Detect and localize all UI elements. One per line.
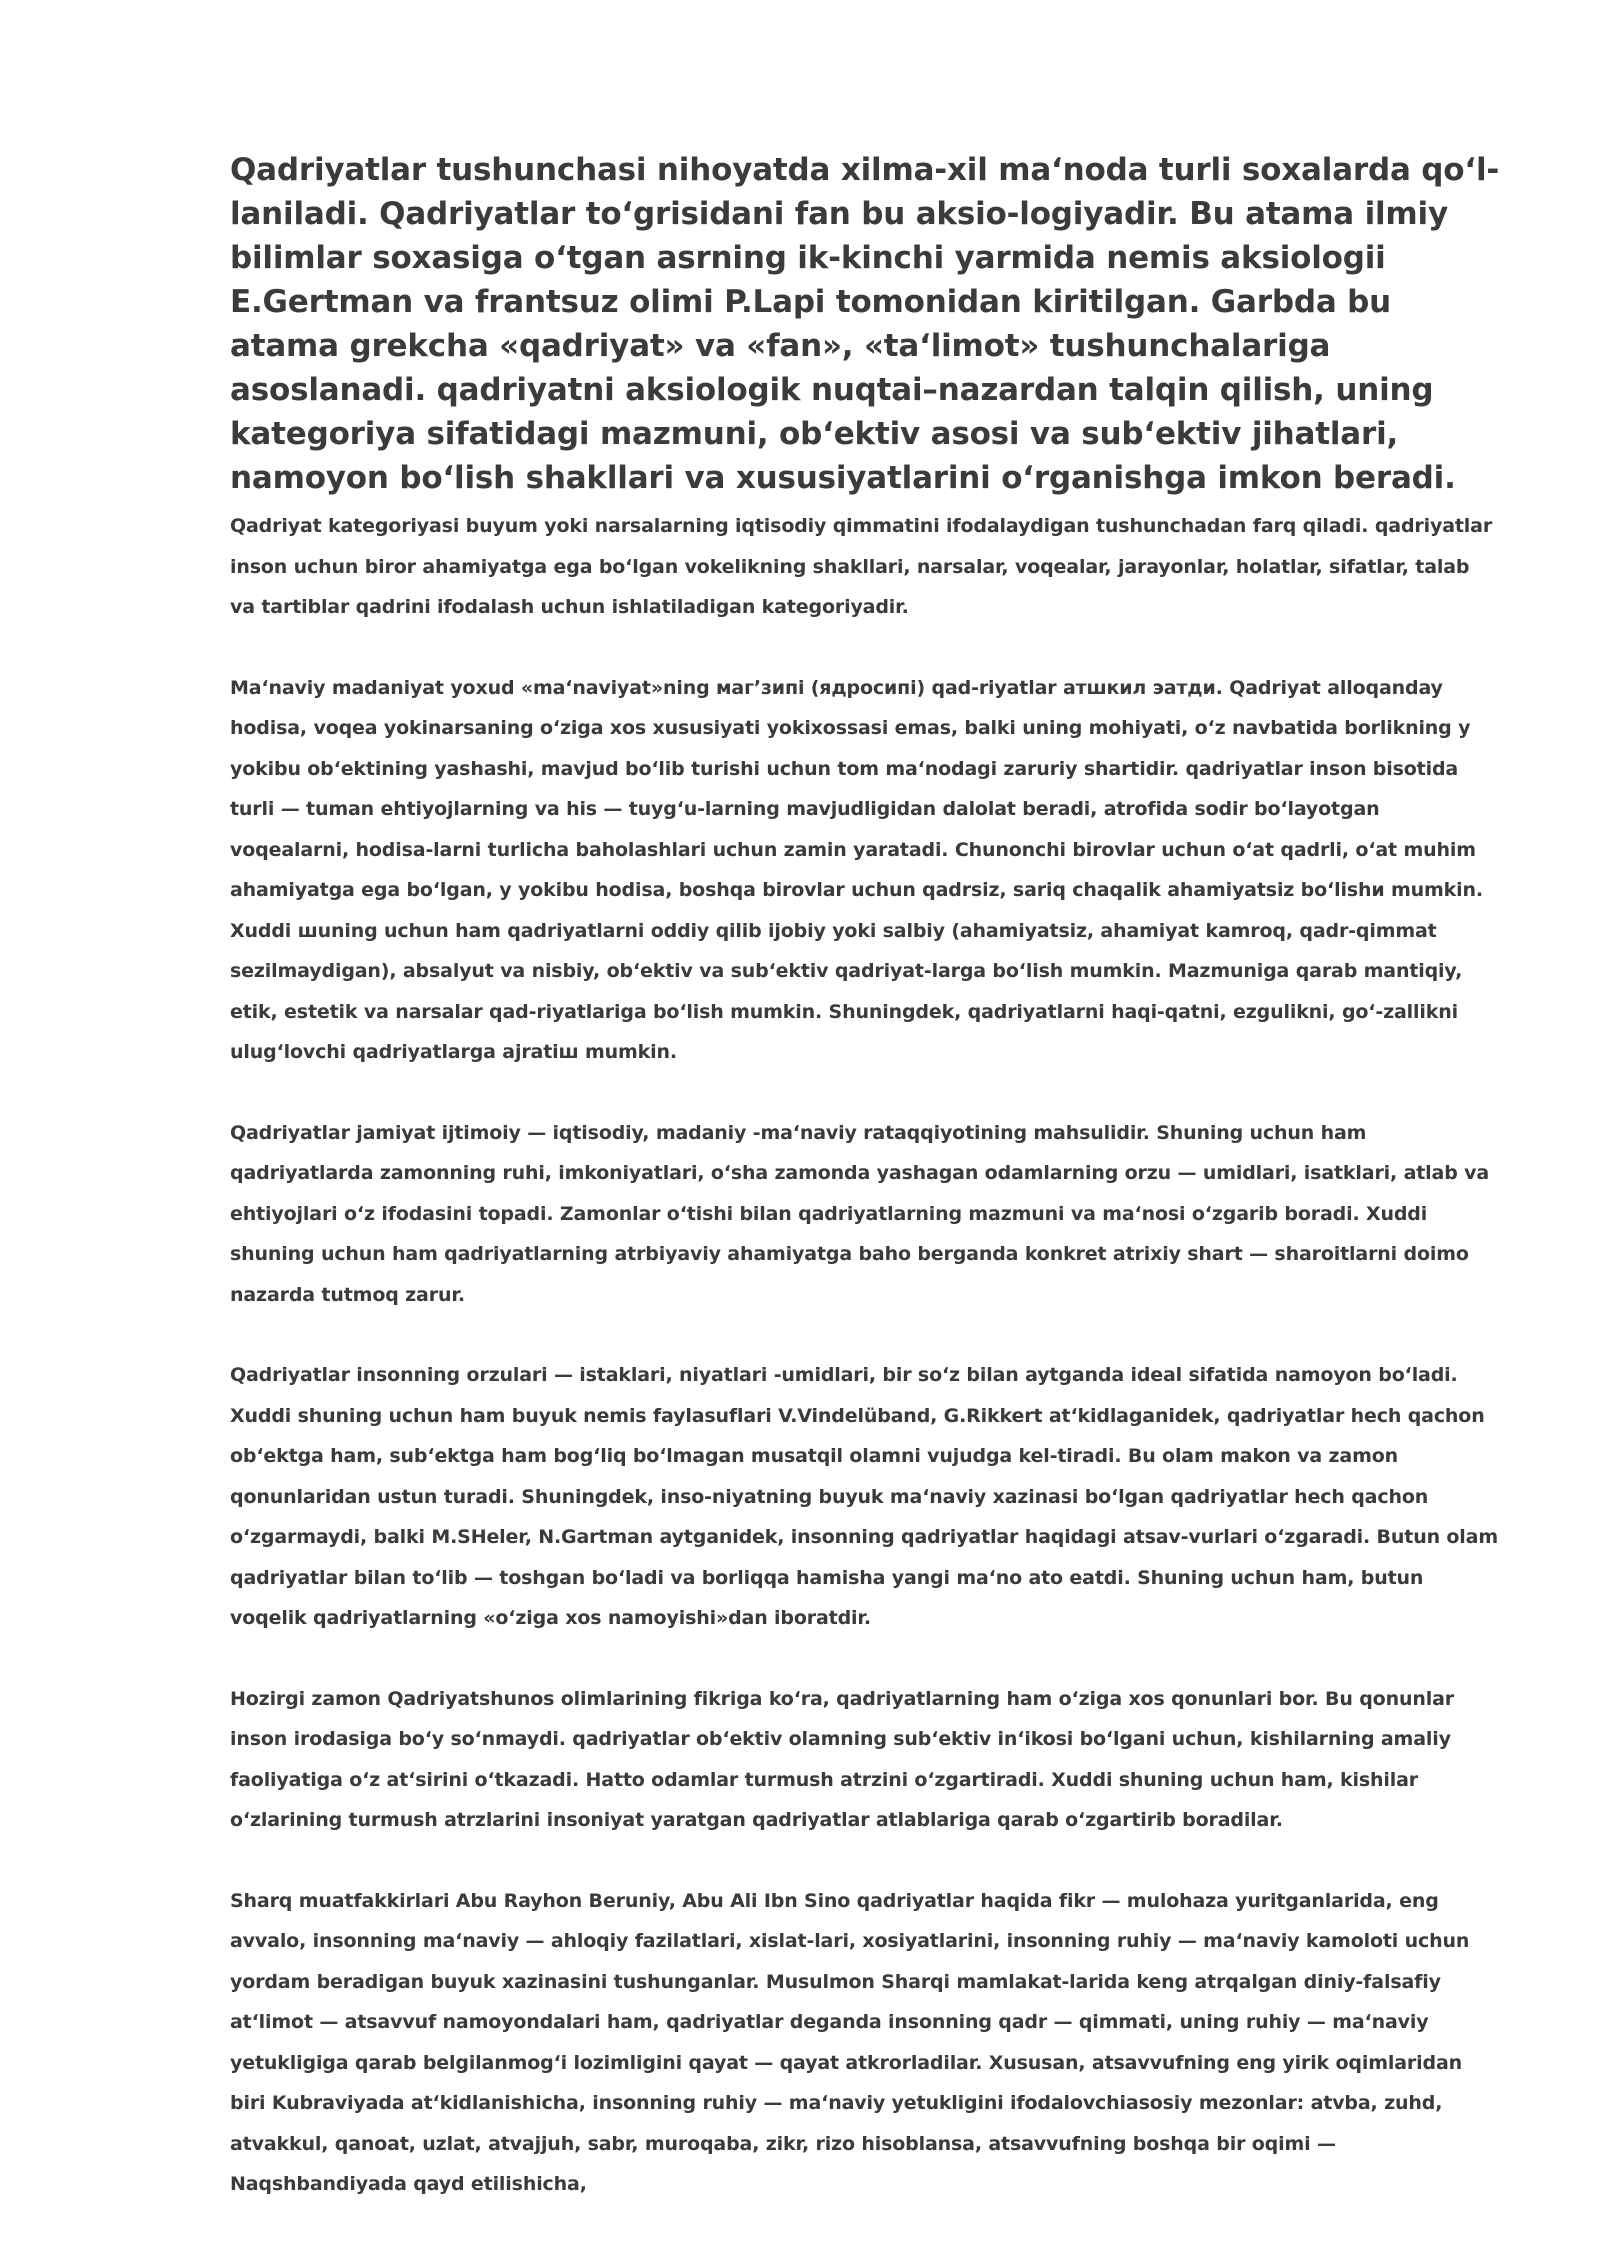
document-page: [230, 148, 1500, 2245]
paragraph-2: Maʻnaviy madaniyat yoxud «maʻnaviyat»ning магʼзипi (ядросипi) qad-riyatlar атшкил эатди. Qadriyat alloqanday hodisa, voqea yokinarsaning oʻziga xos xususiyati yokixossasi emas, balki uning mohiyati, oʻz navbatida borlikning y yokibu obʻektining yashashi, mavjud boʻlib turishi uchun tom maʻnodagi zaruriy shartidir. qadriyatlar inson bisotida turli — tuman ehtiyojlarning va his — tuygʻu-larning mavjudligidan dalolat beradi, atrofida sodir boʻlayotgan voqealarni, hodisa-larni turlicha baholashlari uchun zamin yaratadi. Chunonchi birovlar uchun oʻat qadrli, oʻat muhim ahamiyatga ega boʻlgan, y yokibu hodisa, boshqa birovlar uchun qadrsiz, sariq chaqalik ahamiyatsiz boʻlishи mumkin. Xuddi шuning uchun ham qadriyatlarni oddiy qilib ijobiy yoki salbiy (ahamiyatsiz, ahamiyat kamroq, qadr-qimmat sezilmaydigan), absalyut va nisbiy, obʻektiv va subʻektiv qadriyat-larga boʻlish mumkin. Mazmuniga qarab mantiqiy, etik, estetik va narsalar qad-riyatlariga boʻlish mumkin. Shuningdek, qadriyatlarni haqi-qatni, ezgulikni, goʻ-zallikni ulugʻlovchi qadriyatlarga ajratiш mumkin.: [230, 676, 1483, 1063]
paragraph-4: Qadriyatlar insonning orzulari — istaklari, niyatlari -umidlari, bir soʻz bilan aytganda ideal sifatida namoyon boʻladi. Xuddi shuning uchun ham buyuk nemis faylasuflari V.Vindelüband, G.Rikkert atʻkidlaganidek, qadriyatlar hech qachon obʻektga ham, subʻektga ham bogʻliq boʻlmagan musatqil olamni vujudga kel-tiradi. Bu olam makon va zamon qonunlaridan ustun turadi. Shuningdek, inso-niyatning buyuk maʻnaviy xazinasi boʻlgan qadriyatlar hech qachon oʻzgarmaydi, balki M.SHeler, N.Gartman aytganidek, insonning qadriyatlar haqidagi atsav-vurlari oʻzgaradi. Butun olam qadriyatlar bilan toʻlib — toshgan boʻladi va borliqqa hamisha yangi maʻno ato eatdi. Shuning uchun ham, butun voqelik qadriyatlarning «oʻziga xos namoyishi»dan iboratdir.: [230, 1364, 1498, 1629]
paragraph-1: Qadriyat kategoriyasi buyum yoki narsalarning iqtisodiy qimmatini ifodalaydigan tushunchadan farq qiladi. qadriyatlar inson uchun biror ahamiyatga ega boʻlgan vokelikning shakllari, narsalar, voqealar, jarayonlar, holatlar, sifatlar, talab va tartiblar qadrini ifodalash uchun ishlatiladigan kategoriyadir.: [230, 515, 1493, 618]
paragraph-5: Hozirgi zamon Qadriyatshunos olimlarining fikriga koʻra, qadriyatlarning ham oʻziga xos qonunlari bor. Bu qonunlar inson irodasiga boʻy soʻnmaydi. qadriyatlar obʻektiv olamning subʻektiv inʻikosi boʻlgani uchun, kishilarning amaliy faoliyatiga oʻz atʻsirini oʻtkazadi. Hatto odamlar turmush atrzini oʻzgartiradi. Xuddi shuning uchun ham, kishilar oʻzlarining turmush atrzlarini insoniyat yaratgan qadriyatlar atlablariga qarab oʻzgartirib boradilar.: [230, 1687, 1454, 1831]
lead-paragraph: Qadriyatlar tushunchasi nihoyatda xilma-xil maʻnoda turli soxalarda qoʻl-laniladi. Qadriyatlar toʻgrisidani fan bu aksio-logiyadir. Bu atama ilmiy bilimlar soxasiga oʻtgan asrning ik-kinchi yarmida nemis aksiologii E.Gertman va frantsuz olimi P.Lapi tomonidan kiritilgan. Garbda bu atama grekcha «qadriyat» va «fan», «taʻlimot» tushunchalariga asoslanadi. qadriyatni aksiologik nuqtai–nazardan talqin qilish, uning kategoriya sifatidagi mazmuni, obʻektiv asosi va subʻektiv jihatlari, namoyon boʻlish shakllari va xususiyatlarini oʻrganishga imkon beradi.: [230, 152, 1500, 496]
paragraph-6: Sharq muatfakkirlari Abu Rayhon Beruniy, Abu Ali Ibn Sino qadriyatlar haqida fikr — mulohaza yuritganlarida, eng avvalo, insonning maʻnaviy — ahloqiy fazilatlari, xislat-lari, xosiyatlarini, insonning ruhiy — maʻnaviy kamoloti uchun yordam beradigan buyuk xazinasini tushunganlar. Musulmon Sharqi mamlakat-larida keng atrqalgan diniy-falsafiy atʻlimot — atsavvuf namoyondalari ham, qadriyatlar deganda insonning qadr — qimmati, uning ruhiy — maʻnaviy yetukligiga qarab belgilanmogʻi lozimligini qayat — qayat atkrorladilar. Xususan, atsavvufning eng yirik oqimlaridan biri Kubraviyada atʻkidlanishicha, insonning ruhiy — maʻnaviy yetukligini ifodalovchiasosiy mezonlar: atvba, zuhd, atvakkul, qanoat, uzlat, atvajjuh, sabr, muroqaba, zikr, rizo hisoblansa, atsavvufning boshqa bir oqimi — Naqshbandiyada qayd etilishicha,: [230, 1889, 1470, 2195]
paragraph-3: Qadriyatlar jamiyat ijtimoiy — iqtisodiy, madaniy -maʻnaviy rataqqiyotining mahsulidir. Shuning uchun ham qadriyatlarda zamonning ruhi, imkoniyatlari, oʻsha zamonda yashagan odamlarning orzu — umidlari, isatklari, atlab va ehtiyojlari oʻz ifodasini topadi. Zamonlar oʻtishi bilan qadriyatlarning mazmuni va maʻnosi oʻzgarib boradi. Xuddi shuning uchun ham qadriyatlarning atrbiyaviy ahamiyatga baho berganda konkret atrixiy shart — sharoitlarni doimo nazarda tutmoq zarur.: [230, 1121, 1490, 1306]
